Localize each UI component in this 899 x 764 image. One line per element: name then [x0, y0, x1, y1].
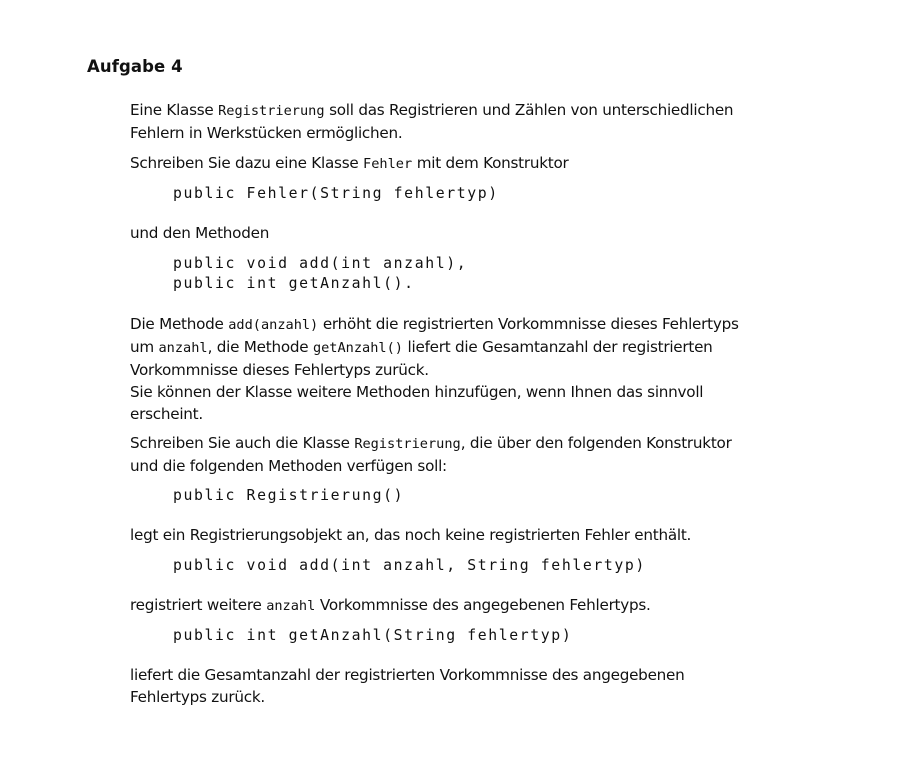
- add-description: [130, 594, 740, 617]
- fehler-instruction-start: Schreiben Sie dazu eine Klasse: [130, 154, 364, 172]
- inline-code-add: add(anzahl): [228, 317, 319, 333]
- registrierung-instruction-start: Schreiben Sie auch die Klasse: [130, 434, 355, 452]
- inline-code-anzahl-2: anzahl: [266, 598, 316, 614]
- getanzahl-method-code: public int getAnzahl().: [173, 275, 415, 292]
- fehler-constructor-code: public Fehler(String fehlertyp): [173, 185, 499, 202]
- fehler-instruction: [130, 152, 740, 175]
- add-description-end: Vorkommnisse des angegebenen Fehlertyps.: [315, 596, 651, 614]
- class-name-registrierung-2: Registrierung: [354, 436, 461, 452]
- intro-text-end: soll das Registrieren und Zählen von unterschiedlichen Fehlern in Werkstücken ermöglichen.: [130, 101, 734, 142]
- registrierung-instruction-end: , die über den folgenden Konstruktor und die folgenden Methoden verfügen soll:: [130, 434, 732, 475]
- fehler-instruction-end: mit dem Konstruktor: [412, 154, 569, 172]
- intro-text-start: Eine Klasse: [130, 101, 219, 119]
- add-method-code: public void add(int anzahl),: [173, 255, 468, 272]
- intro-paragraph: [130, 99, 740, 144]
- registrierung-constructor-code: public Registrierung(): [173, 487, 405, 504]
- methods-intro: und den Methoden: [130, 224, 270, 242]
- registrierung-instruction: [130, 432, 740, 477]
- method-description-start: Die Methode: [130, 315, 229, 333]
- inline-code-getanzahl: getAnzahl(): [312, 340, 403, 356]
- class-name-registrierung: Registrierung: [218, 103, 325, 119]
- add-with-type-method-code: public void add(int anzahl, String fehlertyp): [173, 557, 646, 574]
- method-description-connector: , die Methode: [207, 338, 313, 356]
- exercise-heading: Aufgabe 4: [87, 57, 183, 76]
- class-name-fehler: Fehler: [363, 156, 413, 172]
- add-description-start: registriert weitere: [130, 596, 267, 614]
- getanzahl-with-type-method-code: public int getAnzahl(String fehlertyp): [173, 627, 573, 644]
- method-description-paragraph: [130, 313, 740, 425]
- inline-code-anzahl: anzahl: [158, 340, 208, 356]
- getanzahl-description: liefert die Gesamtanzahl der registrierten Vorkommnisse des angegebenen Fehlertyps zurück.: [130, 666, 685, 706]
- additional-methods-note: Sie können der Klasse weitere Methoden hinzufügen, wenn Ihnen das sinnvoll erscheint.: [130, 383, 704, 423]
- method-description-end: liefert die Gesamtanzahl der registrierten Vorkommnisse dieses Fehlertyps zurück.: [130, 338, 713, 379]
- method-description-middle: erhöht die registrierten Vorkommnisse dieses Fehlertyps um: [130, 315, 739, 356]
- constructor-description: legt ein Registrierungsobjekt an, das noch keine registrierten Fehler enthält.: [130, 526, 692, 544]
